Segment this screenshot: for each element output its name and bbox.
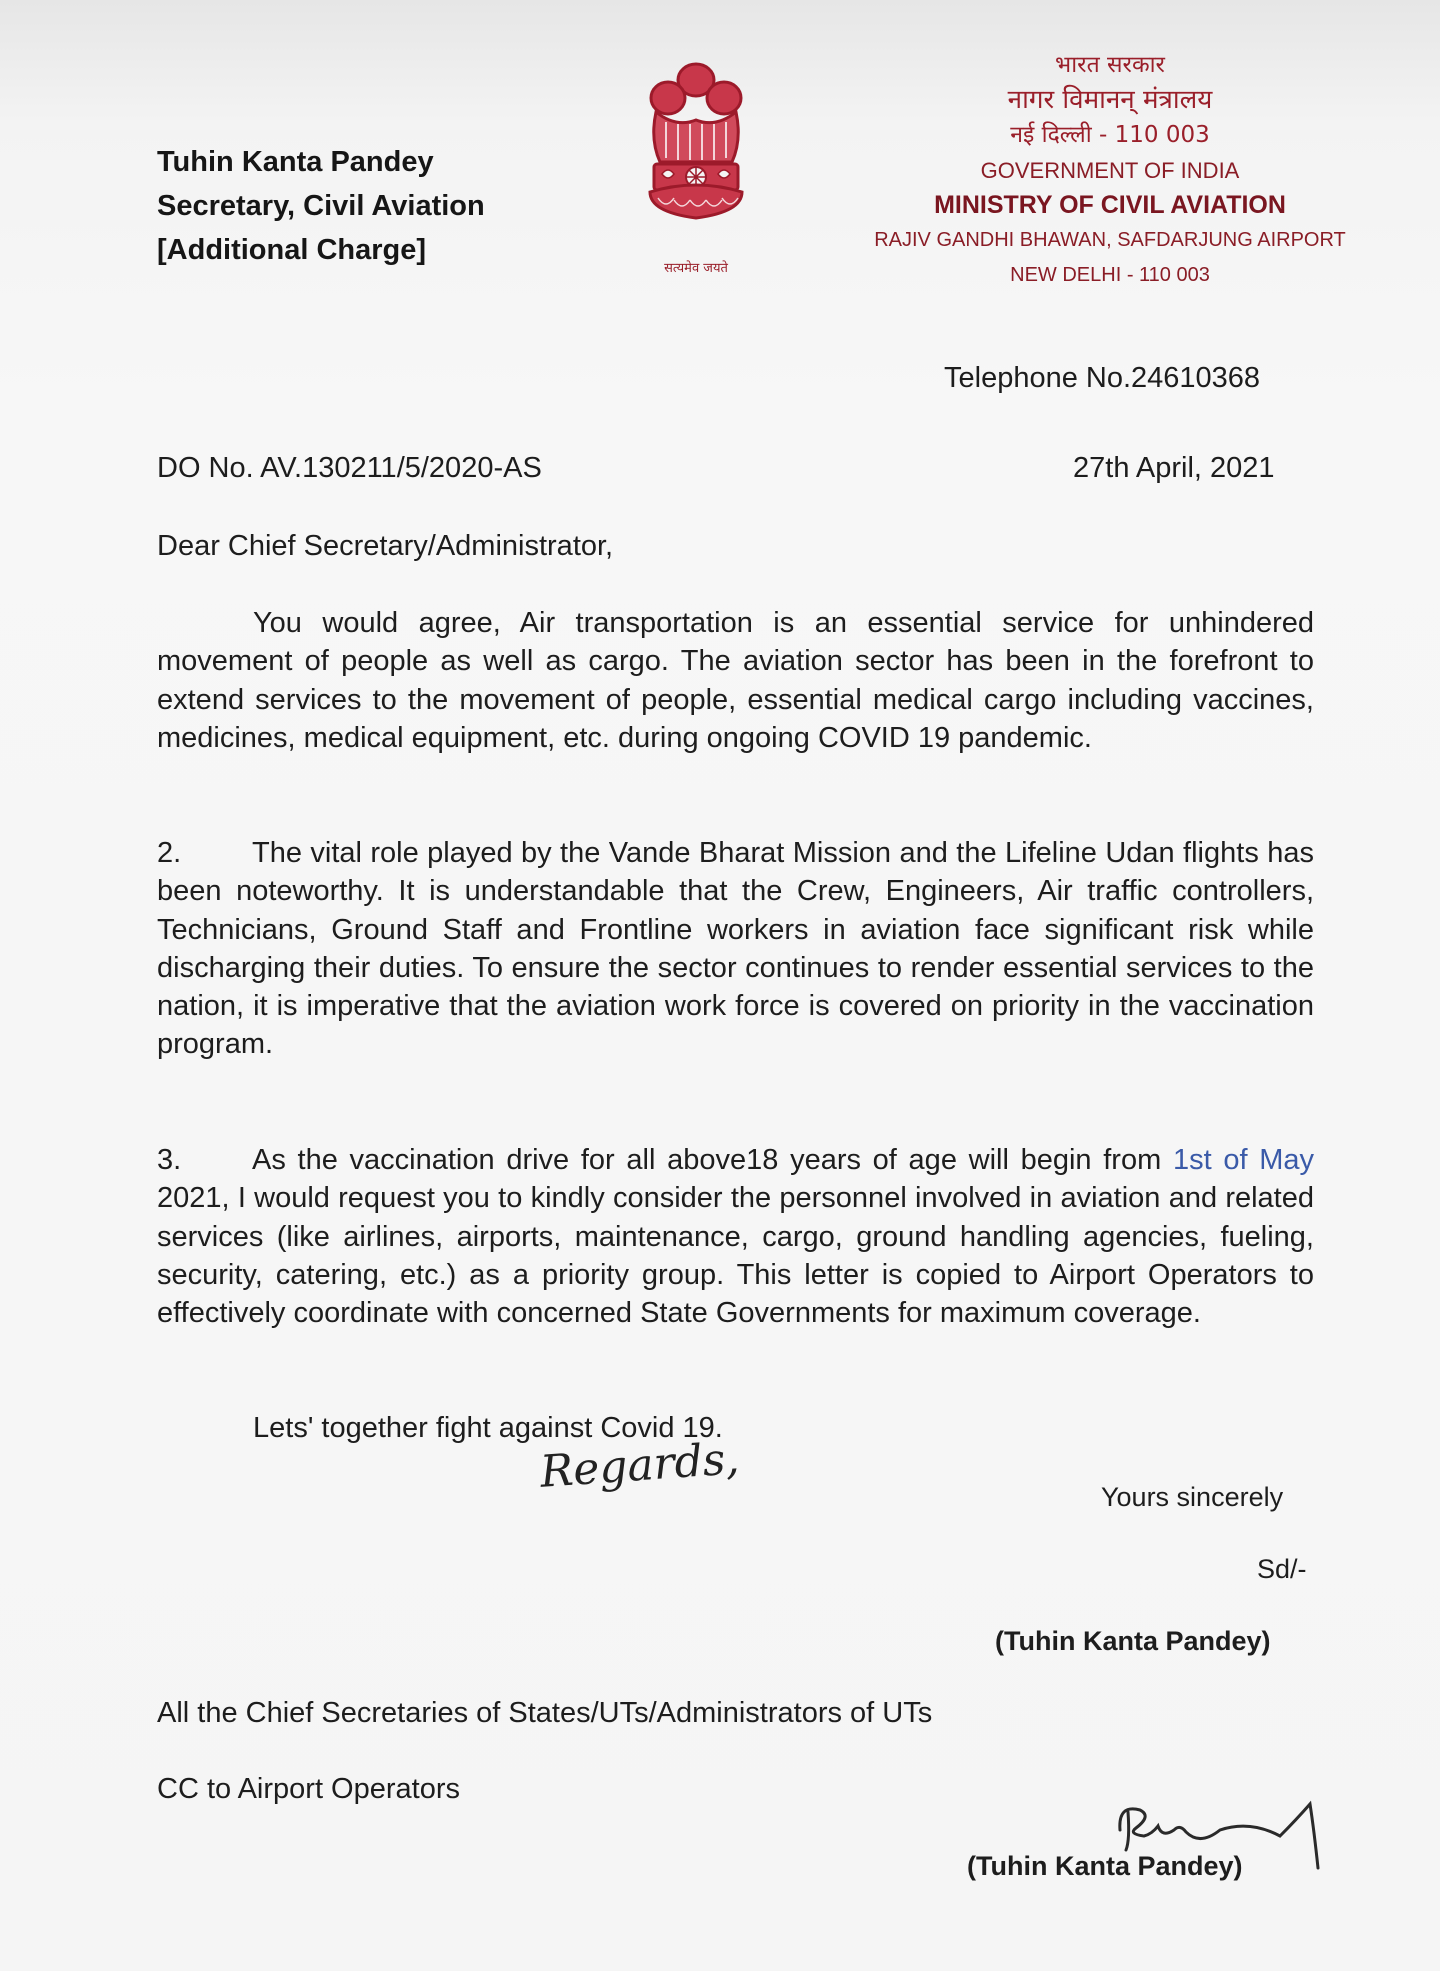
paragraph-3-text-a: As the vaccination drive for all above18 years of age will begin from: [252, 1144, 1173, 1176]
sender-name: Tuhin Kanta Pandey: [157, 146, 434, 178]
reference-number: DO No. AV.130211/5/2020-AS: [157, 452, 542, 484]
addressee: All the Chief Secretaries of States/UTs/Administrators of UTs: [157, 1697, 933, 1729]
sender-block: [157, 140, 485, 272]
closing-line: Lets' together fight against Covid 19.: [253, 1412, 723, 1444]
ministry-letterhead: [860, 48, 1360, 293]
hindi-city: नई दिल्ली - 110 003: [1010, 122, 1210, 148]
government-of-india: GOVERNMENT OF INDIA: [980, 158, 1240, 183]
signed-mark: Sd/-: [1257, 1554, 1307, 1584]
paragraph-3-text-b: 2021, I would request you to kindly consider the personnel involved in aviation and related services (like airlines, airports, maintenance, cargo, ground handling agencies, fueling, security, catering, etc.) as a priority group. This letter is copied to Airport Operators to effectively coordinate with concerned State Governments for maximum coverage.: [157, 1182, 1314, 1330]
signatory-name-1: (Tuhin Kanta Pandey): [995, 1626, 1271, 1656]
signatory-name-2: (Tuhin Kanta Pandey): [967, 1851, 1243, 1881]
telephone-number: Telephone No.24610368: [944, 362, 1261, 394]
yours-sincerely: Yours sincerely: [1101, 1482, 1284, 1512]
paragraph-2-number: 2.: [157, 837, 182, 869]
ministry-address: RAJIV GANDHI BHAWAN, SAFDARJUNG AIRPORT: [874, 229, 1346, 251]
cc-line: CC to Airport Operators: [157, 1773, 460, 1805]
national-emblem-icon: [636, 50, 756, 285]
paragraph-2-text: The vital role played by the Vande Bharat Mission and the Lifeline Udan flights has been noteworthy. It is understandable that the Crew, Engineers, Air traffic controllers, Technicians, Ground Staff and Frontline workers in aviation face significant risk while discharging their duties. To ensure the sector continues to render essential services to the nation, it is imperative that the aviation work force is covered on priority in the vaccination program.: [157, 837, 1314, 1061]
emblem-motto: सत्यमेव जयते: [664, 261, 728, 276]
ministry-city: NEW DELHI - 110 003: [1010, 264, 1210, 286]
letter-date: 27th April, 2021: [1073, 452, 1275, 484]
sender-charge: [Additional Charge]: [157, 234, 427, 266]
sender-title: Secretary, Civil Aviation: [157, 190, 485, 222]
paragraph-1: [157, 604, 1314, 757]
handwritten-regards: Regards,: [538, 1433, 741, 1498]
hindi-ministry: नागर विमानन् मंत्रालय: [1007, 85, 1213, 115]
paragraph-2: [157, 834, 1314, 1064]
paragraph-3: [157, 1141, 1314, 1332]
hindi-government: भारत सरकार: [1055, 52, 1165, 78]
paragraph-3-number: 3.: [157, 1144, 182, 1176]
paragraph-1-text: You would agree, Air transportation is an essential service for unhindered movement of people as well as cargo. The aviation sector has been in the forefront to extend services to the movement of people, essential medical cargo including vaccines, medicines, medical equipment, etc. during ongoing COVID 19 pandemic.: [157, 607, 1314, 754]
salutation: Dear Chief Secretary/Administrator,: [157, 530, 614, 562]
paragraph-3-date-highlight: 1st of May: [1172, 1144, 1314, 1176]
ministry-name: MINISTRY OF CIVIL AVIATION: [934, 191, 1286, 219]
